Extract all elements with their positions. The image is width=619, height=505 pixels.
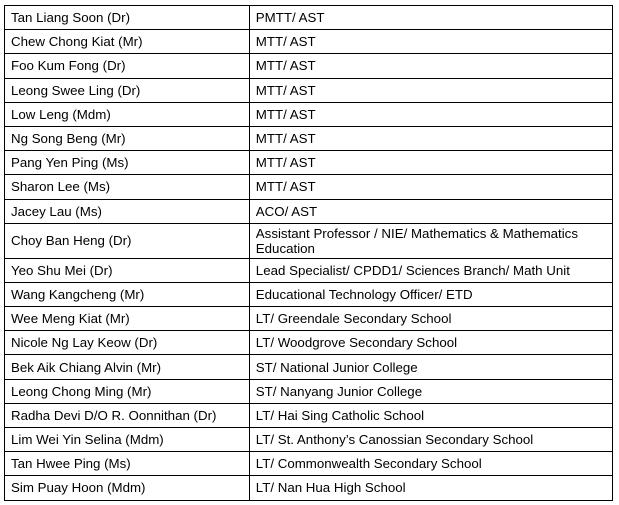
name-cell: Sharon Lee (Ms) [5,175,250,199]
name-cell: Jacey Lau (Ms) [5,199,250,223]
role-cell: Educational Technology Officer/ ETD [249,282,612,306]
name-cell: Low Leng (Mdm) [5,102,250,126]
name-cell: Radha Devi D/O R. Oonnithan (Dr) [5,403,250,427]
name-cell: Tan Hwee Ping (Ms) [5,452,250,476]
table-row [5,6,613,30]
role-cell: LT/ Commonwealth Secondary School [249,452,612,476]
name-cell: Foo Kum Fong (Dr) [5,54,250,78]
role-cell: Lead Specialist/ CPDD1/ Sciences Branch/ Math Unit [249,258,612,282]
name-cell: Tan Liang Soon (Dr) [5,6,250,30]
table-row [5,223,613,258]
role-cell: ST/ National Junior College [249,355,612,379]
name-cell: Leong Chong Ming (Mr) [5,379,250,403]
table-row [5,175,613,199]
role-cell: MTT/ AST [249,54,612,78]
table-row [5,307,613,331]
table-row [5,151,613,175]
name-cell: Wang Kangcheng (Mr) [5,282,250,306]
role-cell: MTT/ AST [249,102,612,126]
role-cell: MTT/ AST [249,151,612,175]
name-cell: Chew Chong Kiat (Mr) [5,30,250,54]
table-row [5,452,613,476]
role-cell: MTT/ AST [249,175,612,199]
role-cell: ACO/ AST [249,199,612,223]
table-row [5,379,613,403]
name-cell: Pang Yen Ping (Ms) [5,151,250,175]
table-row [5,282,613,306]
table-row [5,258,613,282]
name-cell: Wee Meng Kiat (Mr) [5,307,250,331]
table-row [5,355,613,379]
table-row [5,102,613,126]
role-cell: LT/ Nan Hua High School [249,476,612,500]
roster-table [4,5,613,501]
name-cell: Yeo Shu Mei (Dr) [5,258,250,282]
role-cell: LT/ Greendale Secondary School [249,307,612,331]
name-cell: Bek Aik Chiang Alvin (Mr) [5,355,250,379]
role-cell: LT/ St. Anthony’s Canossian Secondary School [249,428,612,452]
name-cell: Leong Swee Ling (Dr) [5,78,250,102]
table-row [5,428,613,452]
name-cell: Lim Wei Yin Selina (Mdm) [5,428,250,452]
table-row [5,54,613,78]
role-cell: PMTT/ AST [249,6,612,30]
table-row [5,126,613,150]
table-row [5,30,613,54]
table-row [5,78,613,102]
name-cell: Choy Ban Heng (Dr) [5,223,250,258]
name-cell: Ng Song Beng (Mr) [5,126,250,150]
table-row [5,199,613,223]
role-cell: MTT/ AST [249,78,612,102]
role-cell: MTT/ AST [249,30,612,54]
role-cell: MTT/ AST [249,126,612,150]
role-cell: LT/ Woodgrove Secondary School [249,331,612,355]
role-cell: LT/ Hai Sing Catholic School [249,403,612,427]
name-cell: Nicole Ng Lay Keow (Dr) [5,331,250,355]
table-row [5,331,613,355]
role-cell: ST/ Nanyang Junior College [249,379,612,403]
table-row [5,476,613,500]
table-row [5,403,613,427]
role-cell: Assistant Professor / NIE/ Mathematics & Mathematics Education [249,223,612,258]
name-cell: Sim Puay Hoon (Mdm) [5,476,250,500]
